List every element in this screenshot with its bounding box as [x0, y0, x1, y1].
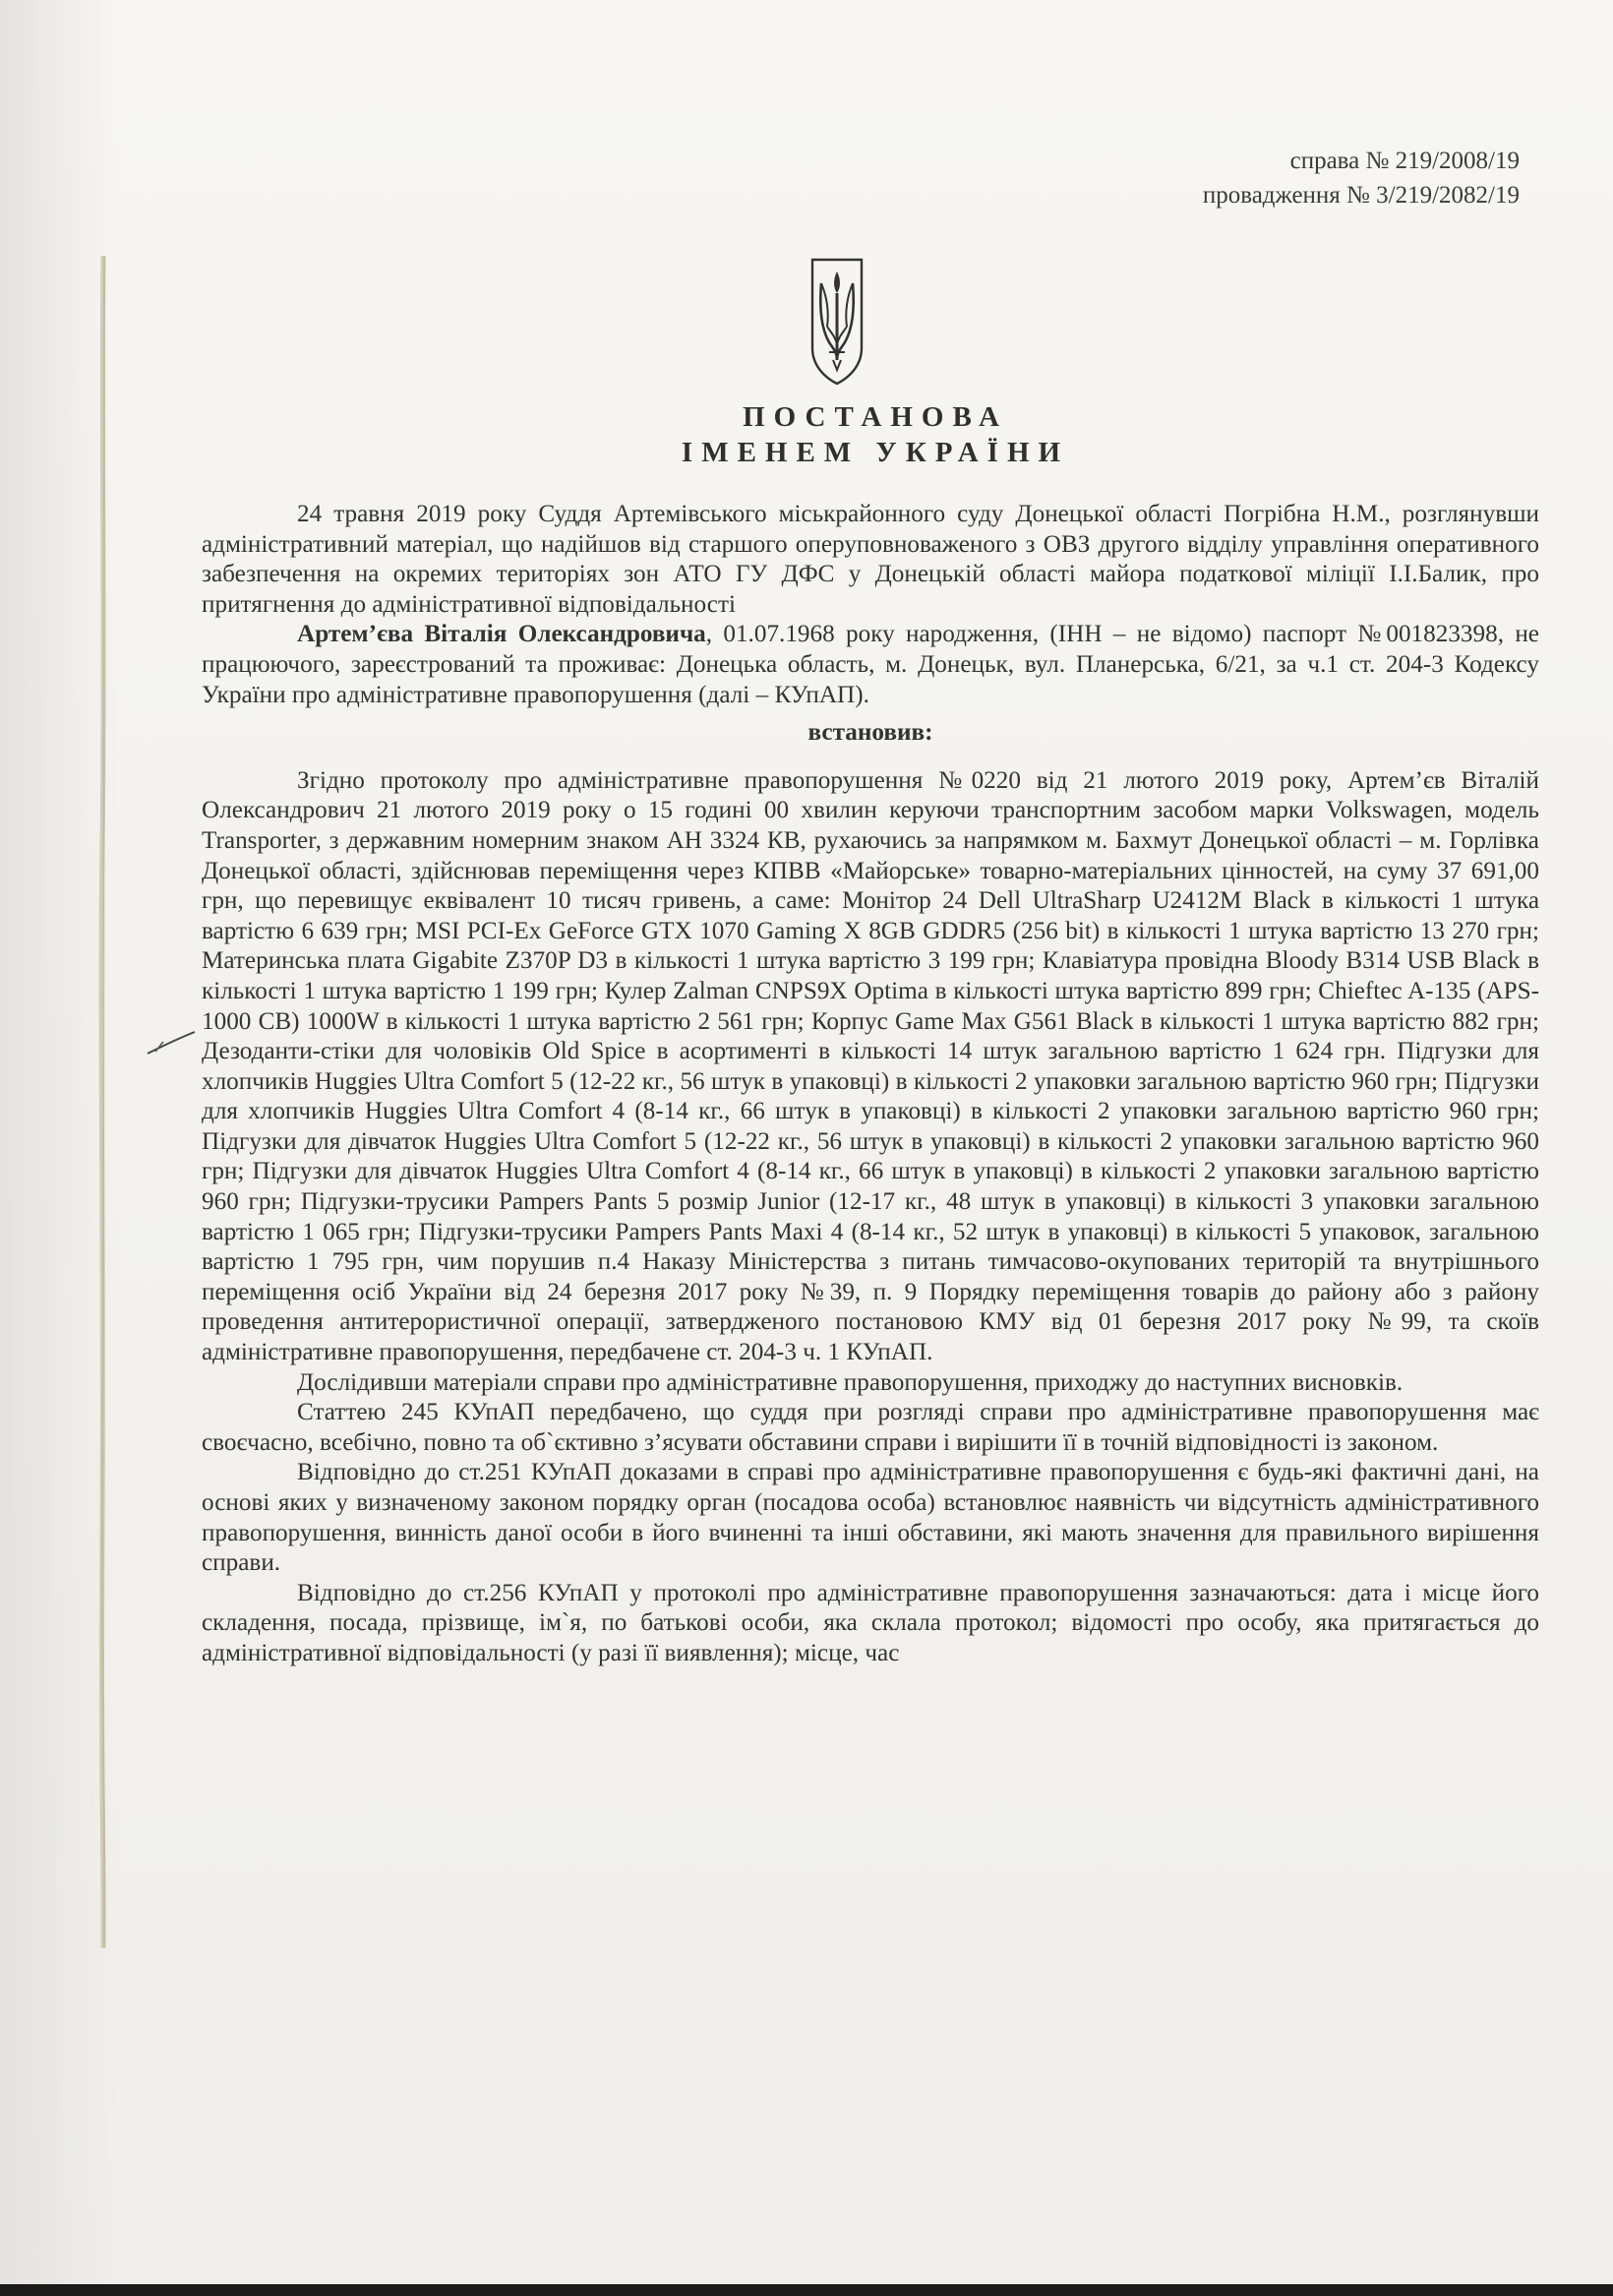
section-heading-established: встановив: — [807, 719, 933, 747]
protocol-paragraph: Згідно протоколу про адміністративне правопорушення №0220 від 21 лютого 2019 року, Артем’єв Віталій Олександрович 21 лютого 2019 року о 15 годині 00 хвилин керуючи транспортним засобом марки Volkswagen, модель Transporter, з державним номерним знаком АН 3324 КВ, рухаючись за напрямком м. Бахмут Донецької області – м. Горлівка Донецької області, здійснював переміщення через КПВВ «Майорське» товарно-матеріальних цінностей, на суму 37 691,00 грн, що перевищує еквівалент 10 тисяч гривень, а саме: Монітор 24 Dell UltraSharp U2412M Black в кількості 1 штука вартістю 6 639 грн; MSI PCI-Ex GeForce GTX 1070 Gaming X 8GB GDDR5 (256 bit) в кількості 1 штука вартістю 13 270 грн; Материнська плата Gigabite Z370P D3 в кількості 1 штука вартістю 3 199 грн; Клавіатура провідна Bloody B314 USB Black в кількості 1 штука вартістю 1 199 грн; Кулер Zalman CNPS9X Optima в кількості штука вартістю 899 грн; Chieftec A-135 (APS-1000 CB) 1000W в кількості 1 штука вартістю 2 561 грн; Корпус Game Max G561 Black в кількості 1 штука вартістю 882 грн; Дезоданти-стіки для чоловіків Old Spice в асортименті в кількості 14 штук загальною вартістю 1 624 грн. Підгузки для хлопчиків Huggies Ultra Comfort 5 (12-22 кг., 56 штук в упаковці) в кількості 2 упаковки загальною вартістю 960 грн; Підгузки для хлопчиків Huggies Ultra Comfort 4 (8-14 кг., 66 штук в упаковці) в кількості 2 упаковки загальною вартістю 960 грн; Підгузки для дівчаток Huggies Ultra Comfort 5 (12-22 кг., 56 штук в упаковці) в кількості 2 упаковки загальною вартістю 960 грн; Підгузки для дівчаток Huggies Ultra Comfort 4 (8-14 кг., 66 штук в упаковці) в кількості 2 упаковки загальною вартістю 960 грн; Підгузки-трусики Pampers Pants 5 розмір Junior (12-17 кг., 48 штук в упаковці) в кількості 3 упаковки загальною вартістю 1 065 грн; Підгузки-трусики Pampers Pants Maxi 4 (8-14 кг., 52 штук в упаковці) в кількості 5 упаковок, загальною вартістю 1 795 грн, чим порушив п.4 Наказу Міністерства з питань тимчасово-окупованих територій та внутрішнього переміщення осіб України від 24 березня 2017 року №39, п. 9 Порядку переміщення товарів до району або з району проведення антитерористичної операції, затвердженого постановою КМУ від 01 березня 2017 року №99, та скоїв адміністративне правопорушення, передбачене ст. 204-3 ч. 1 КУпАП. — [202, 766, 1539, 1366]
article-245-paragraph: Статтею 245 КУпАП передбачено, що суддя при розгляді справи про адміністративне правопорушення має своєчасно, всебічно, повно та об`єктивно з’ясувати обставини справи і вирішити її в точній відповідності із законом. — [202, 1399, 1539, 1456]
case-numbers — [1203, 144, 1520, 212]
pen-mark — [146, 1028, 197, 1057]
person-details: , 01.07.1968 року народження, (ІНН – не відомо) паспорт №001823398, не працюючого, зареєстрований та проживає: Донецька область, м. Донецьк, вул. Планерська, 6/21, за ч.1 ст. 204-3 Кодексу України про адміністративне правопорушення (далі – КУпАП). — [202, 621, 1539, 708]
binding-glue-mark — [96, 256, 110, 1948]
proceeding-number: провадження № 3/219/2082/19 — [1202, 182, 1520, 209]
intro-paragraph: 24 травня 2019 року Суддя Артемівського міськрайонного суду Донецької області Погрібна Н.М., розглянувши адміністративний матеріал, що надійшов від старшого оперуповноваженого з ОВЗ другого відділу управління оперативного забезпечення на окремих територіях зон АТО ГУ ДФС у Донецькій області майора податкової міліції І.І.Балик, про притягнення до адміністративної відповідальності — [202, 501, 1539, 618]
ukraine-trident-icon — [809, 258, 865, 386]
article-251-paragraph: Відповідно до ст.251 КУпАП доказами в справі про адміністративне правопорушення є будь-які фактичні дані, на основі яких у визначеному законом порядку орган (посадова особа) встановлює наявність чи відсутність адміністративного правопорушення, винність даної особи в його вчиненні та інші обставини, які мають значення для правильного вирішення справи. — [202, 1459, 1539, 1577]
scan-bottom-edge — [0, 2284, 1613, 2296]
title-in-the-name-of-ukraine: ІМЕНЕМ УКРАЇНИ — [681, 437, 1070, 468]
article-256-paragraph: Відповідно до ст.256 КУпАП у протоколі про адміністративне правопорушення зазначаються: дата і місце його складення, посада, прізвище, ім`я, по батькові особи, яка склала протокол; відомості про особу, яка притягається до адміністративної відповідальності (у разі її виявлення); місце, час — [202, 1579, 1539, 1666]
person-paragraph — [202, 620, 1539, 710]
conclusion-intro-paragraph: Дослідивши матеріали справи про адміністративне правопорушення, приходжу до наступних висновків. — [297, 1368, 1404, 1396]
document-body — [202, 500, 1539, 1669]
person-name: Артем’єва Віталія Олександровича — [297, 621, 706, 648]
case-number: справа № 219/2008/19 — [1289, 148, 1520, 174]
document-title — [0, 399, 1613, 470]
title-resolution: ПОСТАНОВА — [743, 401, 1008, 433]
